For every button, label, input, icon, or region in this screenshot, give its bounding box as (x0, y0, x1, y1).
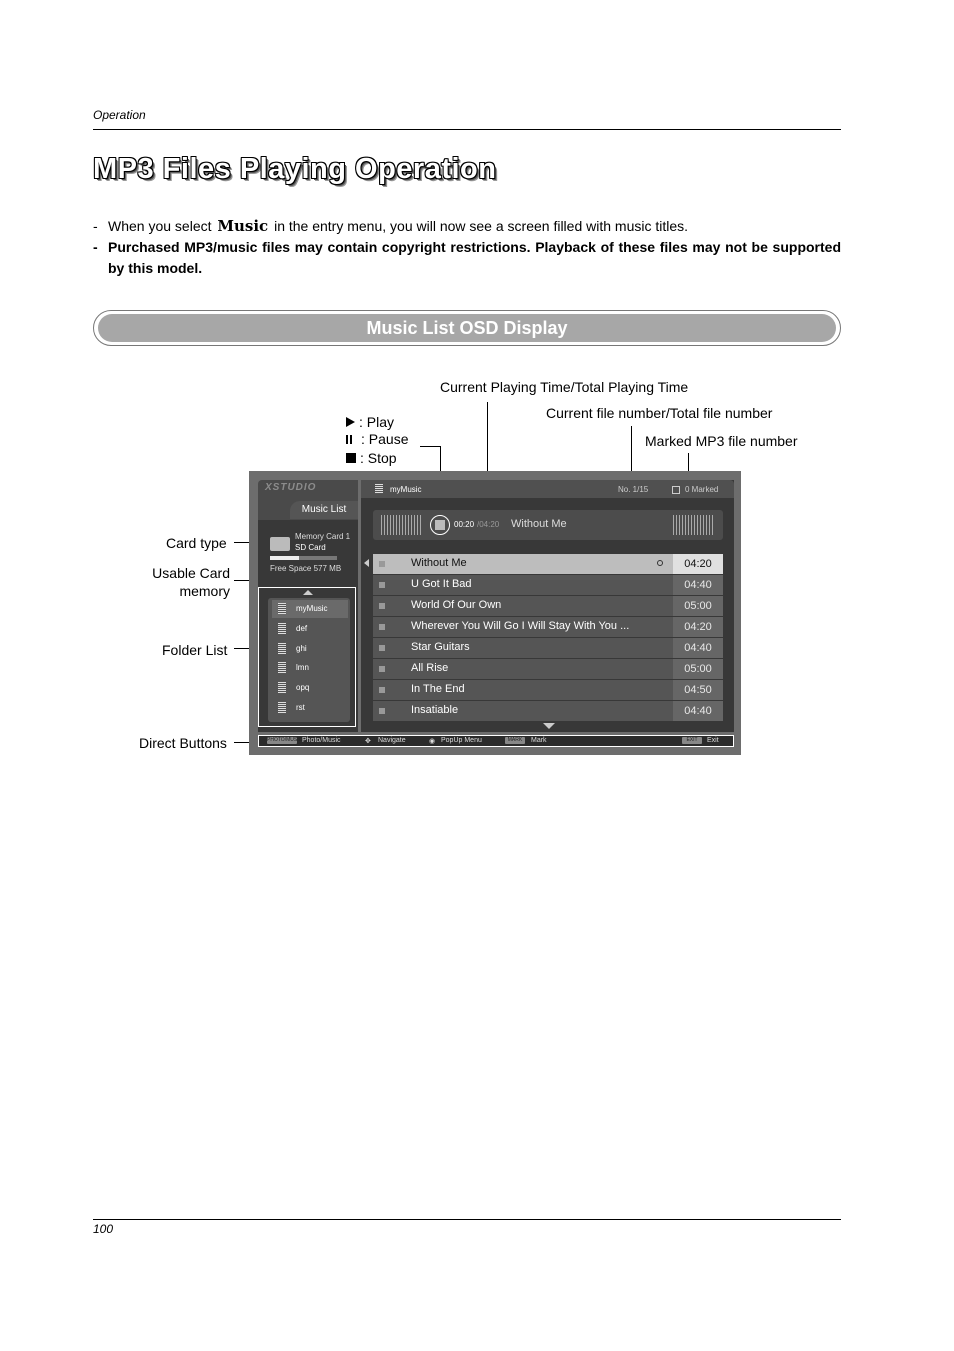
folder-icon (278, 662, 286, 673)
folder-icon (278, 643, 286, 654)
song-time: 05:00 (673, 596, 723, 616)
callout-usable-memory (148, 564, 230, 600)
song-title: Star Guitars (411, 641, 470, 653)
callout-usable-memory-line1: Usable Card (152, 565, 230, 581)
footer-rule (93, 1219, 841, 1220)
status-leader-h (420, 446, 441, 447)
folder-icon (278, 603, 286, 614)
folder-item[interactable] (272, 679, 348, 697)
callout-marked-number: Marked MP3 file number (645, 433, 798, 449)
intro-text-before: When you select (108, 218, 212, 234)
mark-button[interactable]: Mark (531, 737, 547, 744)
table-row[interactable] (373, 680, 723, 700)
folder-icon (375, 484, 383, 494)
table-row[interactable] (373, 617, 723, 637)
mark-checkbox[interactable] (379, 561, 385, 567)
popup-menu-button[interactable]: PopUp Menu (441, 737, 482, 744)
mark-key-icon: MARK (505, 737, 525, 744)
card-type-value: SD Card (295, 543, 326, 552)
legend-pause-label: : Pause (361, 431, 409, 447)
navigate-icon: ✥ (365, 738, 371, 745)
pause-icon (346, 435, 352, 444)
free-space: Free Space 577 MB (270, 564, 342, 573)
song-time: 04:20 (673, 617, 723, 637)
music-word: Music (217, 217, 269, 235)
folder-item[interactable] (272, 620, 348, 638)
song-title: U Got It Bad (411, 578, 472, 590)
callout-file-number: Current file number/Total file number (546, 405, 773, 421)
song-title: World Of Our Own (411, 599, 502, 611)
folder-item[interactable] (272, 640, 348, 658)
stop-state-icon (435, 520, 445, 530)
mark-checkbox[interactable] (379, 666, 385, 672)
equalizer-right-icon (673, 515, 715, 535)
memory-bar-fill (270, 556, 299, 560)
mark-checkbox[interactable] (379, 603, 385, 609)
intro-bullet (93, 216, 841, 237)
folder-item[interactable] (272, 659, 348, 677)
folder-icon (278, 682, 286, 693)
song-time: 04:40 (673, 638, 723, 658)
photo-music-key-icon: PHOTO/MUSIC (267, 737, 303, 743)
navigate-button[interactable]: Navigate (378, 737, 406, 744)
exit-key-icon: EXIT (682, 737, 702, 744)
section-label: Operation (93, 108, 146, 122)
callout-usable-memory-line2: memory (179, 583, 230, 599)
table-row[interactable] (373, 638, 723, 658)
legend-stop-label: : Stop (360, 450, 397, 466)
intro-text-after: in the entry menu, you will now see a screen filled with music titles. (274, 218, 689, 234)
song-time: 05:00 (673, 659, 723, 679)
scroll-down-icon[interactable] (543, 723, 555, 729)
callout-direct-buttons: Direct Buttons (139, 735, 227, 751)
direct-buttons-bar (258, 735, 734, 747)
folder-item[interactable] (272, 600, 348, 618)
now-playing-title: Without Me (511, 518, 567, 530)
osd-logo: XSTUDIO (265, 482, 317, 493)
bullet-dash: - (93, 239, 98, 255)
mark-checkbox[interactable] (379, 624, 385, 630)
folder-name: ghi (296, 644, 307, 653)
current-time: 00:20 (454, 520, 475, 529)
mark-checkbox[interactable] (379, 582, 385, 588)
exit-button[interactable]: Exit (707, 737, 719, 744)
card-name: Memory Card 1 (295, 532, 351, 541)
mark-checkbox[interactable] (379, 687, 385, 693)
song-title: Insatiable (411, 704, 459, 716)
legend-pause (346, 430, 408, 448)
song-title: Without Me (411, 557, 467, 569)
folder-name: rst (296, 703, 305, 712)
table-row[interactable] (373, 575, 723, 595)
song-title: Wherever You Will Go I Will Stay With You ... (411, 620, 630, 632)
bullet-dash: - (93, 218, 98, 234)
legend-play (346, 413, 394, 431)
folder-icon (278, 623, 286, 634)
legend-play-label: : Play (359, 414, 395, 430)
table-row[interactable] (373, 701, 723, 721)
folder-name: lmn (296, 663, 309, 672)
tab-music-list[interactable]: Music List (290, 501, 358, 519)
legend-stop (346, 449, 397, 467)
folder-item[interactable] (272, 699, 348, 717)
folder-icon (278, 702, 286, 713)
table-row[interactable] (373, 659, 723, 679)
callout-folder-list: Folder List (162, 642, 228, 658)
scroll-left-icon[interactable] (364, 559, 369, 567)
equalizer-left-icon (381, 515, 423, 535)
folder-name: opq (296, 683, 310, 692)
ok-icon: ◉ (429, 738, 436, 745)
header-rule (93, 129, 841, 130)
checkbox-icon (672, 486, 680, 494)
play-icon (346, 417, 355, 427)
photo-music-button[interactable]: Photo/Music (302, 737, 341, 744)
song-time: 04:40 (673, 575, 723, 595)
table-row[interactable] (373, 554, 723, 574)
stop-icon (346, 453, 356, 463)
file-counter: No. 1/15 (618, 485, 649, 494)
mark-checkbox[interactable] (379, 645, 385, 651)
song-time: 04:20 (673, 554, 723, 574)
mark-checkbox[interactable] (379, 708, 385, 714)
sd-card-icon (270, 537, 290, 551)
page-number: 100 (93, 1222, 114, 1236)
folder-name: myMusic (296, 604, 328, 613)
warning-text: Purchased MP3/music files may contain copyright restrictions. Playback of these files may not be supported by this model. (108, 239, 841, 276)
table-row[interactable] (373, 596, 723, 616)
song-title: In The End (411, 683, 465, 695)
marked-counter: 0 Marked (685, 485, 719, 494)
section-banner: Music List OSD Display (98, 314, 836, 342)
song-title: All Rise (411, 662, 449, 674)
song-time: 04:40 (673, 701, 723, 721)
warning-bullet (93, 237, 841, 279)
current-marker-icon (657, 560, 663, 566)
total-time: /04:20 (477, 520, 500, 529)
folder-name: def (296, 624, 308, 633)
page-title: MP3 Files Playing Operation (93, 153, 497, 185)
callout-playing-time: Current Playing Time/Total Playing Time (440, 379, 689, 395)
callout-card-type: Card type (166, 535, 227, 551)
song-time: 04:50 (673, 680, 723, 700)
current-folder: myMusic (390, 485, 422, 494)
